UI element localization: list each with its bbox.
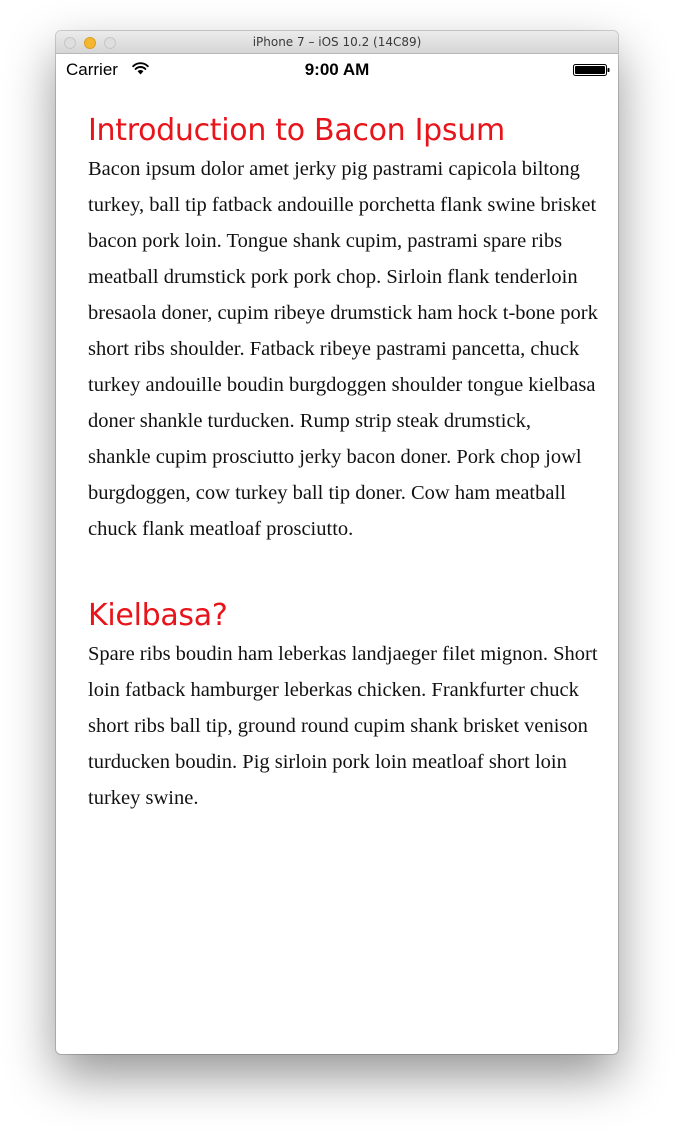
article-section	[88, 111, 598, 547]
window-title: iPhone 7 – iOS 10.2 (14C89)	[252, 35, 422, 49]
section-heading: Introduction to Bacon Ipsum	[88, 113, 505, 148]
ios-status-bar	[56, 54, 618, 86]
simulator-window	[56, 31, 618, 1054]
carrier-label: Carrier	[66, 60, 118, 79]
section-heading: Kielbasa?	[88, 598, 228, 633]
battery-icon	[573, 64, 610, 76]
article-content	[88, 111, 598, 816]
section-body: Bacon ipsum dolor amet jerky pig pastrami capicola biltong turkey, ball tip fatback andouille porchetta flank swine brisket bacon pork loin. Tongue shank cupim, pastrami spare ribs meatball drumstick pork pork chop. Sirloin flank tenderloin bresaola doner, cupim ribeye drumstick ham hock t-bone pork short ribs shoulder. Fatback ribeye pastrami pancetta, chuck turkey andouille boudin burgdoggen shoulder tongue kielbasa doner shankle turducken. Rump strip steak drumstick, shankle cupim prosciutto jerky bacon doner. Pork chop jowl burgdoggen, cow turkey ball tip doner. Cow ham meatball chuck flank meatloaf prosciutto.	[88, 158, 598, 540]
article-section	[88, 596, 598, 816]
window-titlebar[interactable]	[56, 31, 618, 54]
status-time: 9:00 AM	[304, 60, 370, 79]
section-body: Spare ribs boudin ham leberkas landjaeger filet mignon. Short loin fatback hamburger leberkas chicken. Frankfurter chuck short ribs ball tip, ground round cupim shank brisket venison turducken boudin. Pig sirloin pork loin meatloaf short loin turkey swine.	[88, 643, 598, 809]
